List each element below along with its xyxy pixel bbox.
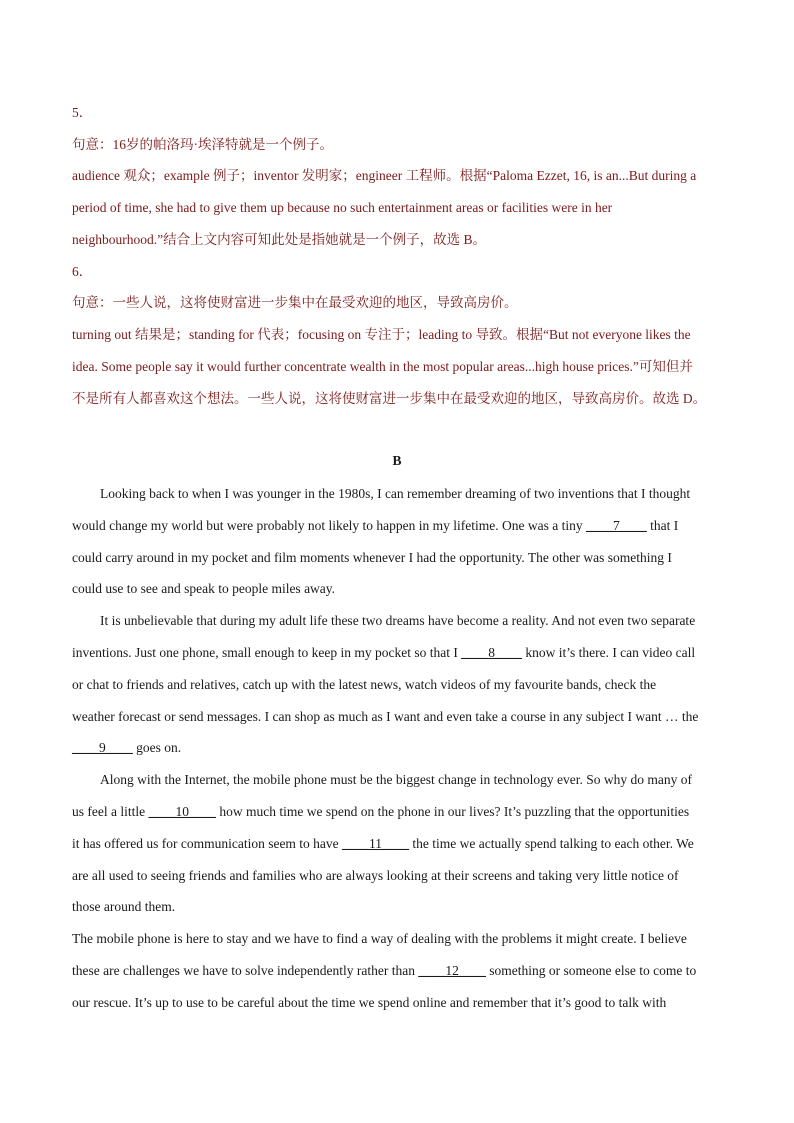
- p2-line-1: It is unbelievable that during my adult life these two dreams have become a reality. And not even two separate: [100, 613, 696, 628]
- q6-explanation-line-2: idea. Some people say it would further concentrate wealth in the most popular areas...high house prices.”可知但并: [72, 359, 693, 374]
- q6-explanation-line-3: 不是所有人都喜欢这个想法。一些人说，这将使财富进一步集中在最受欢迎的地区，导致高房价。故选 D。: [72, 391, 707, 406]
- p3-line-3-text-a: it has offered us for communication seem to have: [72, 836, 343, 851]
- p4-line-1: The mobile phone is here to stay and we have to find a way of dealing with the problems it might create. I believe: [72, 931, 687, 946]
- p1-line-2-text-b: that I: [646, 518, 679, 533]
- blank-10: ____10____: [148, 804, 216, 819]
- blank-9: ____9____: [72, 740, 133, 755]
- p3-line-1: Along with the Internet, the mobile phone must be the biggest change in technology ever. So why do many of: [100, 772, 693, 787]
- p1-line-4: could use to see and speak to people miles away.: [72, 581, 336, 596]
- p2-line-2-text-b: know it’s there. I can video call: [521, 645, 696, 660]
- p3-line-3: [72, 835, 694, 853]
- q6-explanation-line-1: turning out 结果是；standing for 代表；focusing on 专注于；leading to 导致。根据“But not everyone likes the: [72, 327, 691, 342]
- p2-line-2-text-a: inventions. Just one phone, small enough to keep in my pocket so that I: [72, 645, 462, 660]
- p1-line-3: could carry around in my pocket and film moments whenever I had the opportunity. The other was something I: [72, 550, 672, 565]
- p4-line-2-text-b: something or someone else to come to: [485, 963, 697, 978]
- p3-line-5: those around them.: [72, 899, 176, 914]
- blank-8: ____8____: [461, 645, 522, 660]
- q6-number: 6．: [72, 264, 93, 279]
- q5-number: 5．: [72, 105, 93, 120]
- p4-line-2-text-a: these are challenges we have to solve independently rather than: [72, 963, 419, 978]
- p2-line-5: [72, 739, 181, 757]
- q6-meaning: 句意：一些人说，这将使财富进一步集中在最受欢迎的地区，导致高房价。: [72, 295, 518, 310]
- p3-line-2-text-b: how much time we spend on the phone in our lives? It’s puzzling that the opportunities: [215, 804, 690, 819]
- p2-line-2: [72, 644, 695, 662]
- p1-line-2-text-a: would change my world but were probably not likely to happen in my lifetime. One was a tiny: [72, 518, 587, 533]
- p2-line-5-text-b: goes on.: [132, 740, 182, 755]
- p2-line-3: or chat to friends and relatives, catch up with the latest news, watch videos of my favourite bands, check the: [72, 677, 657, 692]
- p3-line-4: are all used to seeing friends and families who are always looking at their screens and taking very little notice of: [72, 868, 679, 883]
- p2-line-4: weather forecast or send messages. I can shop as much as I want and even take a course in any subject I want … the: [72, 709, 699, 724]
- q5-explanation-line-3: neighbourhood.”结合上文内容可知此处是指她就是一个例子，故选 B。: [72, 232, 486, 247]
- blank-7: ____7____: [586, 518, 647, 533]
- p3-line-3-text-b: the time we actually spend talking to each other. We: [409, 836, 694, 851]
- p3-line-2-text-a: us feel a little: [72, 804, 149, 819]
- p3-line-2: [72, 803, 689, 821]
- p4-line-2: [72, 962, 696, 980]
- blank-11: ____11____: [342, 836, 410, 851]
- p1-line-1: Looking back to when I was younger in the 1980s, I can remember dreaming of two inventions that I thought: [100, 486, 691, 501]
- q5-explanation-line-2: period of time, she had to give them up because no such entertainment areas or facilities were in her: [72, 200, 613, 215]
- p1-line-2: [72, 517, 678, 535]
- section-heading: B: [392, 453, 402, 468]
- blank-12: ____12____: [418, 963, 486, 978]
- q5-explanation-line-1: audience 观众；example 例子；inventor 发明家；engineer 工程师。根据“Paloma Ezzet, 16, is an...But during a: [72, 168, 697, 183]
- q5-meaning: 句意：16岁的帕洛玛·埃泽特就是一个例子。: [72, 137, 333, 152]
- p4-line-3: our rescue. It’s up to use to be careful about the time we spend online and remember that it’s good to talk with: [72, 995, 667, 1010]
